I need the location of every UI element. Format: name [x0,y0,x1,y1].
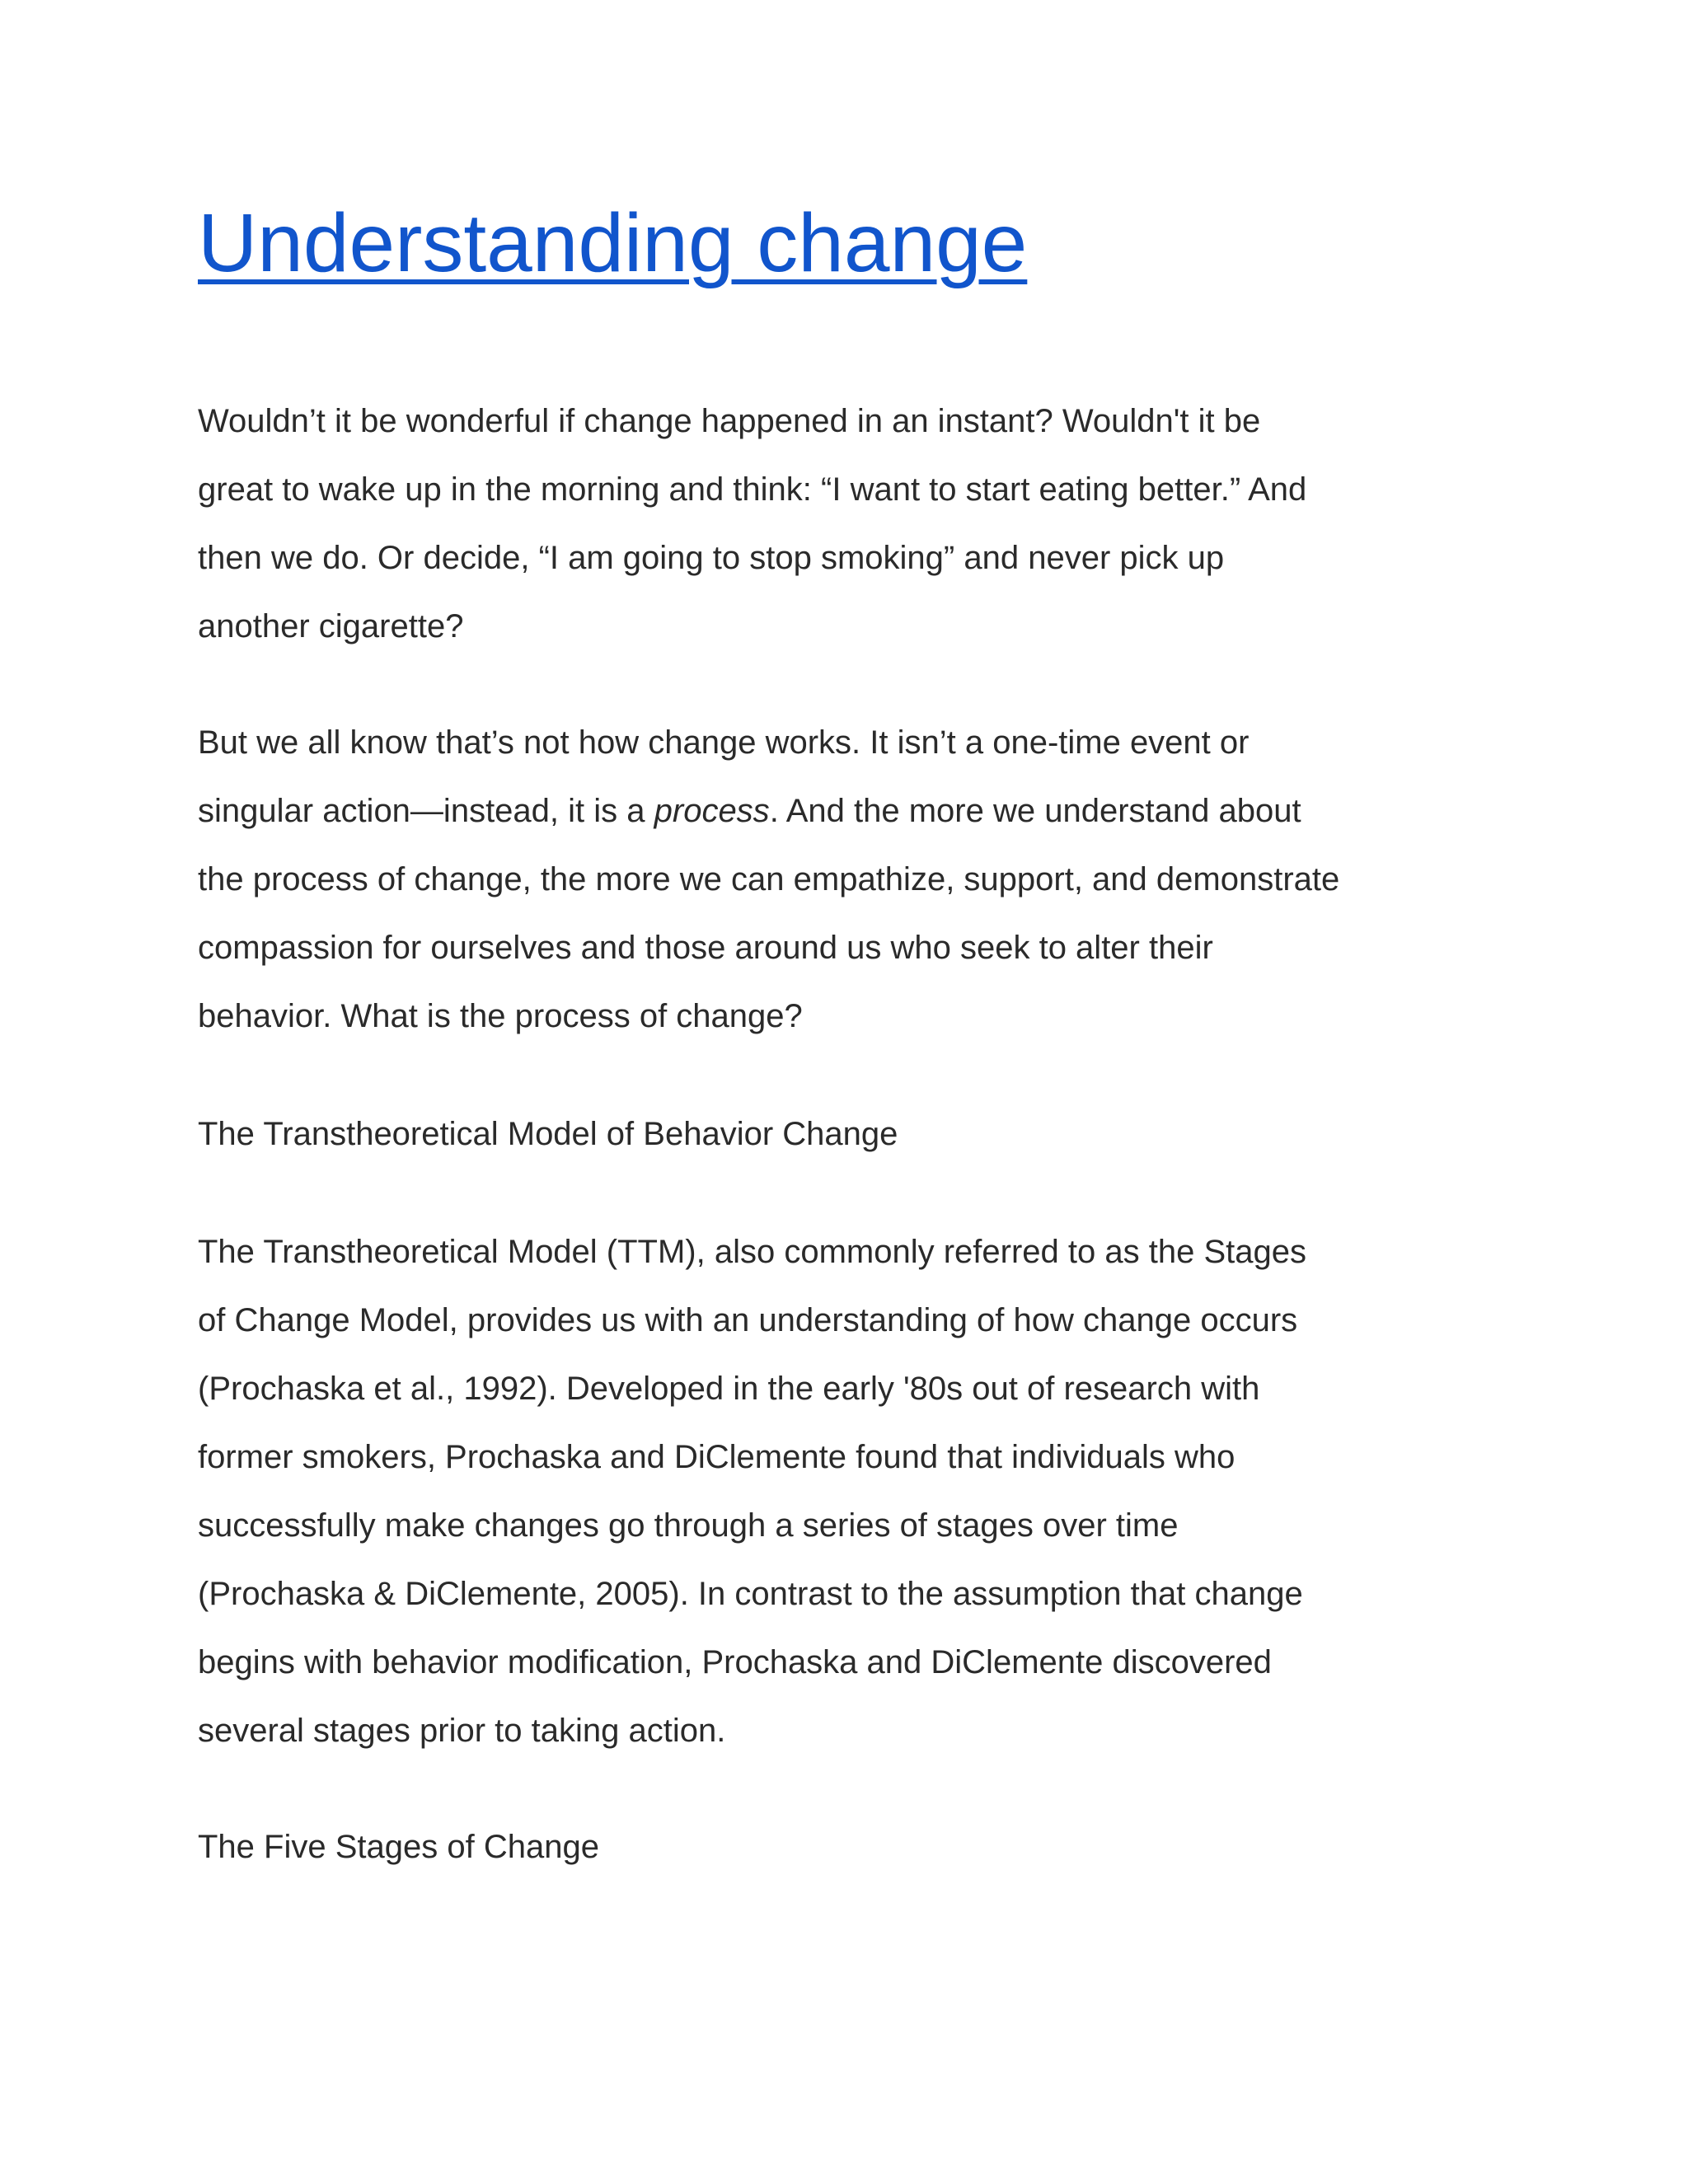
paragraph-line: (Prochaska & DiClemente, 2005). In contrast to the assumption that change [198,1576,1303,1612]
section-heading-ttm: The Transtheoretical Model of Behavior Change [198,1116,898,1152]
section-heading-five-stages: The Five Stages of Change [198,1829,599,1865]
paragraph-line: several stages prior to taking action. [198,1713,726,1749]
paragraph-line: the process of change, the more we can empathize, support, and demonstrate [198,861,1340,898]
paragraph-line: successfully make changes go through a series of stages over time [198,1507,1179,1544]
paragraph-line: compassion for ourselves and those around us who seek to alter their [198,930,1213,966]
text-segment: singular action—instead, it is a [198,793,654,829]
ttm-paragraph [198,1218,1533,1765]
document-title-link[interactable]: Understanding change [198,197,1028,289]
paragraph-line: then we do. Or decide, “I am going to stop smoking” and never pick up [198,540,1225,576]
process-paragraph [198,709,1533,1051]
paragraph-line: behavior. What is the process of change? [198,998,803,1034]
paragraph-line: Wouldn’t it be wonderful if change happened in an instant? Wouldn't it be [198,403,1261,439]
text-segment: . And the more we understand about [769,793,1301,829]
paragraph-line: great to wake up in the morning and think: “I want to start eating better.” And [198,471,1307,508]
paragraph-line: But we all know that’s not how change works. It isn’t a one-time event or [198,724,1250,761]
paragraph-line: begins with behavior modification, Prochaska and DiClemente discovered [198,1644,1272,1680]
paragraph-line: The Transtheoretical Model (TTM), also commonly referred to as the Stages [198,1234,1306,1270]
paragraph-line: former smokers, Prochaska and DiClemente found that individuals who [198,1439,1236,1475]
paragraph-line: (Prochaska et al., 1992). Developed in the early '80s out of research with [198,1371,1260,1407]
paragraph-line-with-emphasis [198,777,1533,846]
emphasis-process: process [654,793,770,829]
paragraph-line: another cigarette? [198,608,464,644]
intro-paragraph [198,387,1533,661]
paragraph-line: of Change Model, provides us with an understanding of how change occurs [198,1302,1298,1338]
